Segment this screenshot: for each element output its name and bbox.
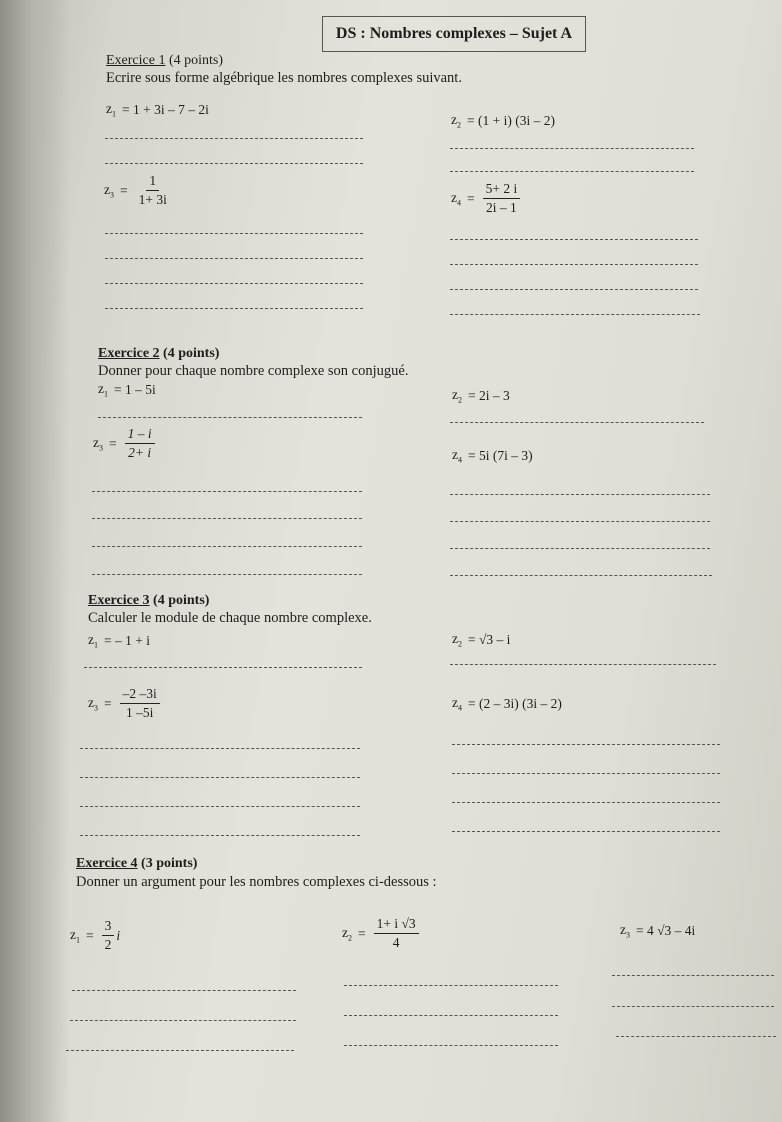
answer-line <box>450 494 710 495</box>
answer-line <box>452 773 720 774</box>
answer-line <box>92 574 362 575</box>
answer-line <box>92 491 362 492</box>
exercise-3-heading <box>88 593 209 609</box>
ex1-z1: $z_1$ = 1 + 3i – 7 – 2i <box>106 101 209 119</box>
exercise-2-instruction: Donner pour chaque nombre complexe son conjugué. <box>98 363 409 379</box>
answer-line <box>72 990 296 991</box>
exercise-2-heading <box>98 346 219 362</box>
ex1-z2: $z_2$ = (1 + i) (3i – 2) <box>451 112 555 130</box>
exercise-3-instruction: Calculer le module de chaque nombre complexe. <box>88 610 372 626</box>
answer-line <box>450 548 710 549</box>
answer-line <box>450 171 694 172</box>
exercise-4-instruction: Donner un argument pour les nombres complexes ci-dessous : <box>76 874 437 890</box>
answer-line <box>84 667 362 668</box>
ex1-z3: $z_3$ = $\frac{1}{1+ 3i}$ <box>104 173 167 207</box>
exercise-3-name: Exercice 3 <box>88 593 150 608</box>
ex3-z1: $z_1$ = – 1 + i <box>88 632 150 650</box>
answer-line <box>450 264 698 265</box>
exercise-4-name: Exercice 4 <box>76 856 138 871</box>
answer-line <box>80 806 360 807</box>
answer-line <box>344 985 558 986</box>
answer-line <box>105 138 363 139</box>
answer-line <box>92 518 362 519</box>
answer-line <box>450 314 700 315</box>
ex3-z3: $z_3$ = $\frac{-2 -3i}{1 -5i}$ <box>88 686 160 721</box>
answer-line <box>80 835 360 836</box>
exercise-4-points: (3 points) <box>141 856 198 871</box>
page-shadow <box>0 0 70 1122</box>
ex4-z3: $z_3$ = 4 √3 – 4i <box>620 922 696 940</box>
exercise-1-heading <box>106 53 223 69</box>
answer-line <box>450 422 704 423</box>
answer-line <box>450 239 698 240</box>
ex1-z4: $z_4$ = $\frac{5+ 2 i}{2i - 1}$ <box>451 181 520 216</box>
ex4-z1: $z_1$ = $\frac{3}{2}$ i <box>70 918 121 952</box>
exercise-2-points: (4 points) <box>163 346 220 361</box>
answer-line <box>450 289 698 290</box>
answer-line <box>450 521 710 522</box>
answer-line <box>450 575 712 576</box>
answer-line <box>452 802 720 803</box>
answer-line <box>105 163 363 164</box>
ex2-z4: $z_4$ = 5i (7i – 3) <box>452 447 533 465</box>
answer-line <box>612 1006 774 1007</box>
answer-line <box>105 233 363 234</box>
exercise-2-name: Exercice 2 <box>98 346 160 361</box>
answer-line <box>344 1045 558 1046</box>
answer-line <box>92 546 362 547</box>
answer-line <box>612 975 774 976</box>
exercise-4-heading <box>76 856 197 872</box>
exercise-1-instruction: Ecrire sous forme algébrique les nombres complexes suivant. <box>106 70 462 86</box>
answer-line <box>344 1015 558 1016</box>
answer-line <box>450 148 694 149</box>
answer-line <box>105 308 363 309</box>
ex2-z3: $z_3$ = $\frac{1 - i}{2+ i}$ <box>93 426 155 461</box>
ex3-z4: $z_4$ = (2 – 3i) (3i – 2) <box>452 695 562 713</box>
answer-line <box>80 748 360 749</box>
ex3-z2: $z_2$ = √3 – i <box>452 631 511 649</box>
ex2-z2: $z_2$ = 2i – 3 <box>452 387 510 405</box>
answer-line <box>616 1036 776 1037</box>
exercise-1-points: (4 points) <box>168 53 224 68</box>
answer-line <box>105 258 363 259</box>
ex4-z2: $z_2$ = $\frac{1+ i √3}{4}$ <box>342 916 419 951</box>
page-title: DS : Nombres complexes – Sujet A <box>322 16 586 52</box>
answer-line <box>66 1050 294 1051</box>
answer-line <box>452 744 720 745</box>
answer-line <box>450 664 716 665</box>
answer-line <box>105 283 363 284</box>
exercise-3-points: (4 points) <box>153 593 210 608</box>
answer-line <box>80 777 360 778</box>
ex2-z1: $z_1$ = 1 – 5i <box>98 381 156 399</box>
answer-line <box>452 831 720 832</box>
answer-line <box>70 1020 296 1021</box>
answer-line <box>98 417 362 418</box>
exercise-1-name: Exercice 1 <box>106 53 166 68</box>
